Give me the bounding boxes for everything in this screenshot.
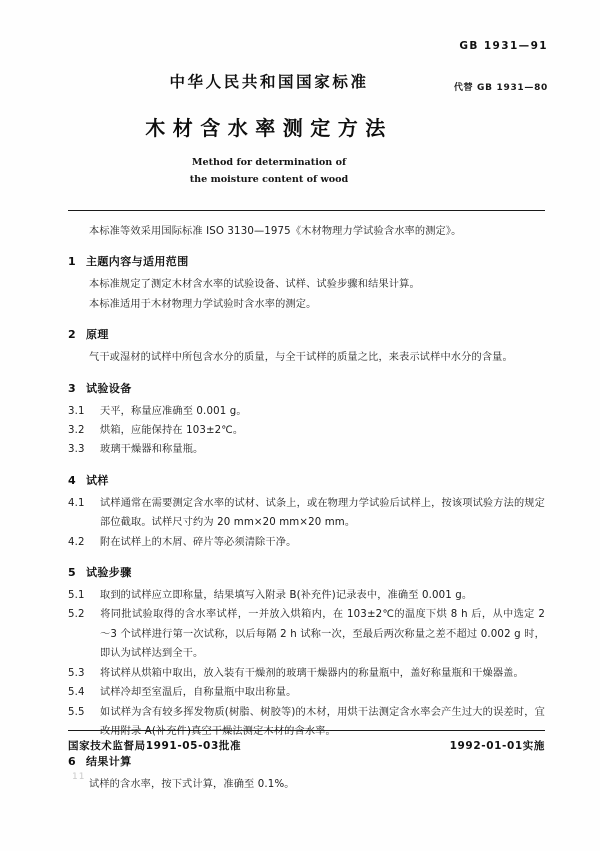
paragraph: 本标准适用于木材物理力学试验时含水率的测定。 xyxy=(89,298,317,310)
section-title-2: 原理 xyxy=(86,328,109,342)
clause-number: 5.4 xyxy=(68,687,85,699)
page-footer xyxy=(68,738,545,753)
clause-number: 5.1 xyxy=(68,590,85,602)
section-heading-5 xyxy=(68,563,545,582)
national-standard-line: 中华人民共和国国家标准 xyxy=(169,73,369,91)
clause-text: 试样通常在需要测定含水率的试材、试条上，或在物理力学试验后试样上，按该项试验方法的规定部位截取。试样尺寸约为 20 mm×20 mm×20 mm。 xyxy=(100,497,545,529)
clause xyxy=(68,421,545,440)
clause-text: 附在试样上的木屑、碎片等必须清除干净。 xyxy=(100,536,297,548)
clause-number: 3.2 xyxy=(68,425,85,437)
clause xyxy=(68,402,545,421)
section-title-5: 试验步骤 xyxy=(86,566,132,580)
section-heading-1 xyxy=(68,252,545,271)
footer-divider xyxy=(68,730,545,731)
page-title: 木材含水率测定方法 xyxy=(145,116,393,140)
paragraph: 本标准规定了测定木材含水率的试验设备、试样、试验步骤和结果计算。 xyxy=(89,279,420,291)
section-body-4 xyxy=(68,494,545,552)
clause-number: 3.1 xyxy=(68,405,85,417)
document-body xyxy=(68,222,545,795)
clause xyxy=(68,586,545,605)
clause-number: 5.3 xyxy=(68,667,85,679)
clause-text: 如试样为含有较多挥发物质(树脂、树胶等)的木材，用烘干法测定含水率会产生过大的误差时，宜改用附录 A(补充件)真空干燥法测定木材的含水率。 xyxy=(100,706,545,737)
clause-text: 天平，称量应准确至 0.001 g。 xyxy=(100,405,247,417)
section-heading-4 xyxy=(68,471,545,490)
section-number-5: 5 xyxy=(68,566,77,580)
section-body-3 xyxy=(68,402,545,460)
section-body-5 xyxy=(68,586,545,741)
clause-number: 4.2 xyxy=(68,536,85,548)
clause-text: 玻璃干燥器和称量瓶。 xyxy=(100,444,204,456)
section-title-6: 结果计算 xyxy=(86,755,132,769)
section-heading-6 xyxy=(68,752,545,771)
section-heading-2 xyxy=(68,325,545,344)
clause-text: 将试样从烘箱中取出，放入装有干燥剂的玻璃干燥器内的称量瓶中，盖好称量瓶和干燥器盖。 xyxy=(100,667,524,679)
foreword-paragraph: 本标准等效采用国际标准 ISO 3130—1975《木材物理力学试验含水率的测定》。 xyxy=(89,226,462,237)
clause xyxy=(68,703,545,742)
section-body-6 xyxy=(68,775,545,794)
section-title-3: 试验设备 xyxy=(86,381,132,395)
clause-number: 4.1 xyxy=(68,497,85,509)
clause-text: 将同批试验取得的含水率试样，一并放入烘箱内，在 103±2℃的温度下烘 8 h 后，从中选定 2～3 个试样进行第一次试称，以后每隔 2 h 试称一次，至最后两次称量之差不超过 0.002 g 时，即认为试样达到全干。 xyxy=(100,609,545,660)
approval-text: 国家技术监督局1991-05-03批准 xyxy=(68,740,242,752)
header-divider xyxy=(68,210,545,211)
section-number-4: 4 xyxy=(68,473,77,487)
clause xyxy=(68,664,545,683)
section-heading-3 xyxy=(68,379,545,398)
clause xyxy=(68,533,545,552)
clause-text: 试样冷却至室温后，自称量瓶中取出称量。 xyxy=(100,687,297,699)
english-title-line2: the moisture content of wood xyxy=(189,174,349,185)
section-number-1: 1 xyxy=(68,255,77,269)
standard-replaces: 代替 GB 1931—80 xyxy=(453,83,548,93)
section-number-2: 2 xyxy=(68,328,77,342)
standard-number: GB 1931—91 xyxy=(459,40,548,52)
paragraph: 气干或湿材的试样中所包含水分的质量，与全干试样的质量之比，来表示试样中水分的含量。 xyxy=(89,352,513,364)
clause xyxy=(68,440,545,459)
implementation-text: 1992-01-01实施 xyxy=(449,740,545,752)
section-title-1: 主题内容与适用范围 xyxy=(86,255,189,269)
section-body-2 xyxy=(68,348,545,367)
clause-text: 烘箱，应能保持在 103±2℃。 xyxy=(100,425,244,437)
section-number-3: 3 xyxy=(68,381,77,395)
section-number-6: 6 xyxy=(68,755,77,769)
english-title xyxy=(0,154,600,188)
paragraph: 试样的含水率，按下式计算，准确至 0.1%。 xyxy=(89,779,295,791)
clause xyxy=(68,683,545,702)
clause-number: 5.5 xyxy=(68,706,85,718)
section-body-1 xyxy=(68,275,545,314)
english-title-line1: Method for determination of xyxy=(191,157,347,168)
clause xyxy=(68,494,545,533)
page-number: 11 xyxy=(72,772,86,782)
section-title-4: 试样 xyxy=(86,473,109,487)
clause xyxy=(68,605,545,663)
clause-text: 取到的试样应立即称量，结果填写入附录 B(补充件)记录表中，准确至 0.001 g。 xyxy=(100,590,473,602)
clause-number: 5.2 xyxy=(68,609,85,621)
clause-number: 3.3 xyxy=(68,444,85,456)
